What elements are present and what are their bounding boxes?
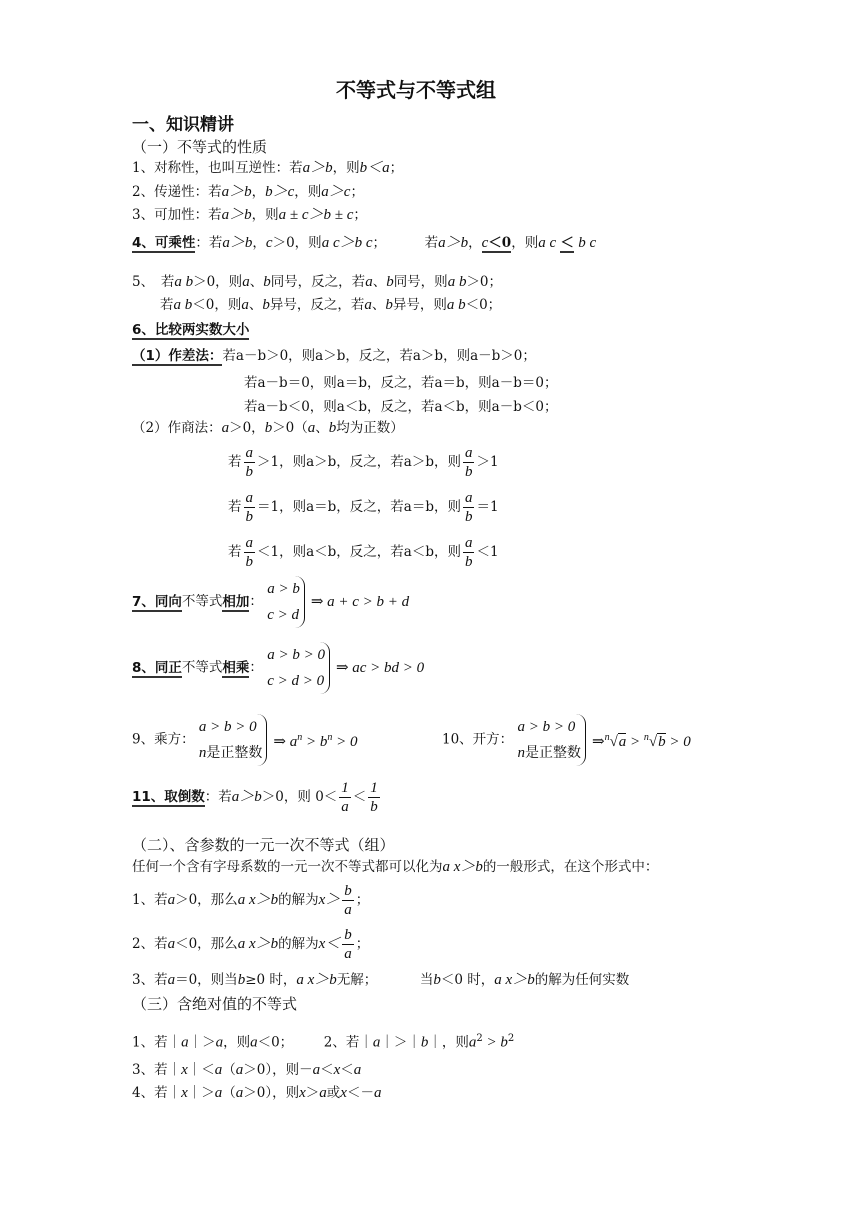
fraction: $\frac{a}{b}$ — [245, 445, 253, 480]
quotient-equal: 若 $\frac{a}{b}$ ＝1，则a＝b，反之，若a＝b，则 $\frac{a}{b}$ ＝1 — [228, 490, 499, 525]
root-rule: 10、开方： a > b > 0 n是正整数 ⇒$^n$√a > $^n$√b > 0 — [442, 714, 691, 766]
power-rule: 9、乘方： a > b > 0 n是正整数 ⇒ $a^n > b^n > 0$ — [132, 714, 357, 766]
quotient-method-line: （2）作商法：a＞0，b＞0（a、b均为正数） — [132, 420, 404, 436]
inequality-system: a > b > 0 c > d > 0 ⇒ ac > bd > 0 — [267, 642, 424, 694]
parametric-case-zero: 3、若a＝0，则当b≥0 时，a x＞b无解； 当b＜0 时，a x＞b的解为任何实数 — [132, 972, 630, 988]
label-same-direction: 7、同向 — [132, 593, 182, 610]
fraction: $\frac{b}{a}$ — [344, 927, 352, 962]
same-direction-addition: 7、同向不等式相加： a > b c > d ⇒ a + c > b + d — [132, 576, 409, 628]
difference-method-label: （1）作差法： — [132, 348, 223, 364]
property-product-sign-negative: 若a b＜0，则a、b异号，反之，若a、b异号，则a b＜0； — [160, 297, 502, 313]
label-multiplication: 相乘 — [222, 659, 250, 676]
fraction: $\frac{a}{b}$ — [464, 535, 473, 570]
section-heading-knowledge: 一、知识精讲 — [132, 115, 234, 135]
parametric-case-negative: 2、若a＜0，那么a x＞b的解为x＜ $\frac{b}{a}$ ； — [132, 927, 370, 962]
fraction: $\frac{b}{a}$ — [344, 883, 352, 918]
page-title: 不等式与不等式组 — [336, 78, 496, 102]
quotient-less: 若 $\frac{a}{b}$ ＜1，则a＜b，反之，若a＜b，则 $\frac{a}{b}$ ＜1 — [228, 535, 499, 570]
absolute-rule-1-2: 1、若｜a｜＞a，则a＜0； 2、若｜a｜＞｜b｜，则$a^2 > b^2$ — [132, 1033, 515, 1051]
inequality-system: a > b > 0 n是正整数 ⇒ $a^n > b^n > 0$ — [199, 714, 358, 766]
absolute-rule-4: 4、若｜x｜＞a（a＞0），则x＞a或x＜－a — [132, 1085, 382, 1101]
fraction: $\frac{a}{b}$ — [245, 490, 253, 525]
compare-heading — [132, 320, 249, 340]
label-reciprocal: 11、取倒数 — [132, 789, 205, 805]
quotient-greater: 若 $\frac{a}{b}$ ＞1，则a＞b，反之，若a＞b，则 $\frac{a}{b}$ ＞1 — [228, 445, 499, 480]
property-product-sign-positive: 5、 若a b＞0，则a、b同号，反之，若a、b同号，则a b＞0； — [132, 274, 503, 290]
inequality-system: a > b > 0 n是正整数 ⇒$^n$√a > $^n$√b > 0 — [517, 714, 690, 766]
property-label-multiplicative: 4、可乘性 — [132, 235, 196, 251]
fraction: $\frac{1}{a}$ — [341, 780, 349, 815]
property-multiplicative: 4、可乘性：若a＞b，c＞0，则a c＞b c； 若a＞b，c＜0，则a c ＜ b c — [132, 235, 597, 251]
reciprocal-rule: 11、取倒数：若a＞b＞0，则 0＜ $\frac{1}{a}$ ＜ $\frac{1}{b}$ — [132, 780, 378, 815]
parametric-case-positive: 1、若a＞0，那么a x＞b的解为x＞ $\frac{b}{a}$ ； — [132, 883, 370, 918]
subsection-heading-absolute: （三）含绝对值的不等式 — [132, 995, 298, 1013]
difference-method-line-3: 若a－b＜0，则a＜b，反之，若a＜b，则a－b＜0； — [244, 399, 558, 415]
subsection-heading-parametric: （二）、含参数的一元一次不等式（组） — [132, 836, 395, 854]
same-positive-multiplication: 8、同正不等式相乘： a > b > 0 c > d > 0 ⇒ ac > bd > 0 — [132, 642, 424, 694]
absolute-rule-3: 3、若｜x｜＜a（a＞0），则－a＜x＜a — [132, 1062, 362, 1078]
property-additive: 3、可加性：若a＞b，则a ± c＞b ± c； — [132, 207, 367, 223]
label-addition: 相加 — [222, 593, 250, 610]
fraction: $\frac{a}{b}$ — [245, 535, 253, 570]
fraction: $\frac{a}{b}$ — [464, 445, 473, 480]
label-same-positive: 8、同正 — [132, 659, 182, 676]
property-symmetry: 1、对称性，也叫互逆性：若a＞b，则b＜a； — [132, 160, 404, 176]
inequality-system: a > b c > d ⇒ a + c > b + d — [267, 576, 409, 628]
subsection-heading-properties: （一）不等式的性质 — [132, 138, 268, 156]
parametric-intro: 任何一个含有字母系数的一元一次不等式都可以化为a x＞b的一般形式，在这个形式中： — [132, 859, 659, 875]
property-transitive: 2、传递性：若a＞b，b＞c，则a＞c； — [132, 184, 364, 200]
compare-heading-label: 6、比较两实数大小 — [132, 322, 250, 338]
fraction: $\frac{1}{b}$ — [370, 780, 378, 815]
difference-method-line-1: （1）作差法：若a－b＞0，则a＞b，反之，若a＞b，则a－b＞0； — [132, 348, 536, 364]
fraction: $\frac{a}{b}$ — [464, 490, 473, 525]
difference-method-line-2: 若a－b＝0，则a＝b，反之，若a＝b，则a－b＝0； — [244, 375, 558, 391]
